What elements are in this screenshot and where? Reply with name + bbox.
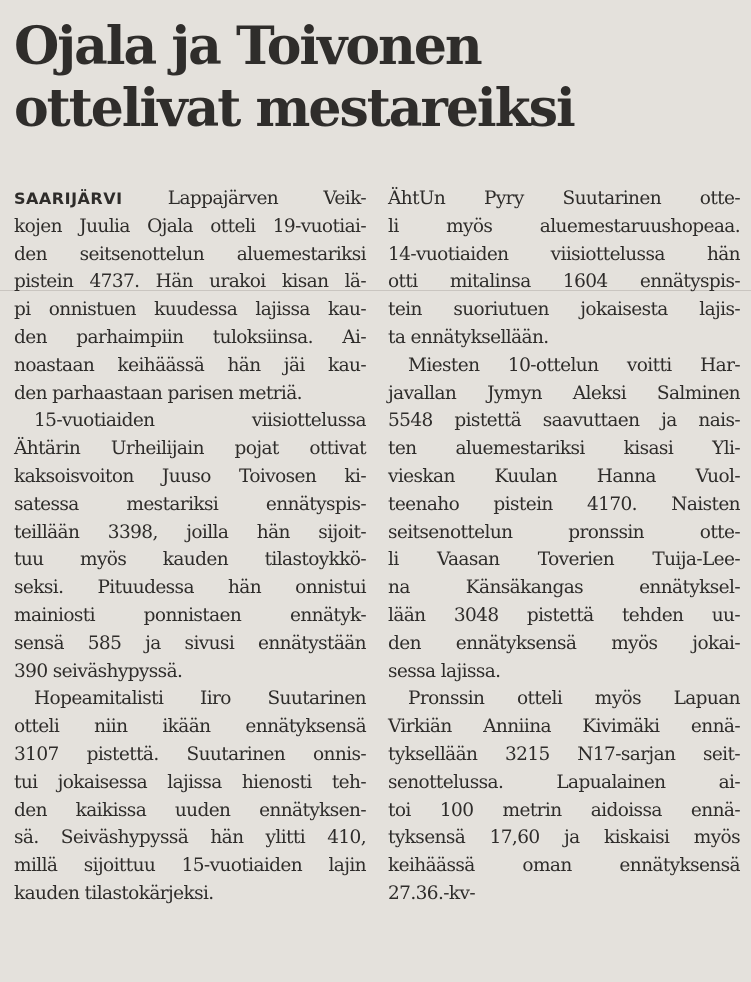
body-line: den kaikissa uuden ennätyksen- bbox=[14, 799, 366, 821]
body-line: Virkiän Anniina Kivimäki ennä- bbox=[388, 716, 740, 738]
body-line: 14-vuotiaiden viisiottelussa hän bbox=[388, 243, 740, 265]
body-line: pi onnistuen kuudessa lajissa kau- bbox=[14, 299, 366, 321]
body-line: li myös aluemestaruushopeaa. bbox=[388, 215, 740, 237]
body-line: 27.36.-kv- bbox=[388, 882, 476, 904]
body-line: 3107 pistettä. Suutarinen onnis- bbox=[14, 743, 366, 765]
body-line: kauden tilastokärjeksi. bbox=[14, 882, 214, 904]
body-line: otteli niin ikään ennätyksensä bbox=[14, 716, 366, 738]
body-line: den ennätyksensä myös jokai- bbox=[388, 632, 740, 654]
body-line: ta ennätyksellään. bbox=[388, 326, 549, 348]
body-line: Miesten 10-ottelun voitti Har- bbox=[408, 354, 740, 376]
body-line: seitsenottelun pronssin otte- bbox=[388, 521, 740, 543]
body-line: seksi. Pituudessa hän onnistui bbox=[14, 577, 366, 599]
dateline: SAARIJÄRVI bbox=[14, 189, 123, 208]
body-line: tyksensä 17,60 ja kiskaisi myös bbox=[388, 827, 740, 849]
body-line: mainiosti ponnistaen ennätyk- bbox=[14, 604, 366, 626]
headline-line: Ojala ja Toivonen bbox=[14, 16, 481, 77]
body-line: den parhaastaan parisen metriä. bbox=[14, 382, 302, 404]
body-line: satessa mestariksi ennätyspis- bbox=[14, 493, 366, 515]
headline bbox=[14, 16, 734, 140]
body-line: kojen Juulia Ojala otteli 19-vuotiai- bbox=[14, 215, 366, 237]
body-line: SAARIJÄRVI Lappajärven Veik- bbox=[14, 188, 366, 209]
body-line: pistein 4737. Hän urakoi kisan lä- bbox=[14, 271, 366, 293]
body-line: tui jokaisessa lajissa hienosti teh- bbox=[14, 771, 366, 793]
body-line: den parhaimpiin tuloksiinsa. Ai- bbox=[14, 326, 366, 348]
body-line: millä sijoittuu 15-vuotiaiden lajin bbox=[14, 855, 366, 877]
body-line: li Vaasan Toverien Tuija-Lee- bbox=[388, 549, 740, 571]
article-column-left bbox=[14, 185, 366, 908]
body-line: sessa lajissa. bbox=[388, 660, 501, 682]
body-line: sä. Seiväshypyssä hän ylitti 410, bbox=[14, 827, 366, 849]
body-line: tuu myös kauden tilastoykkö- bbox=[14, 549, 366, 571]
body-line: tyksellään 3215 N17-sarjan seit- bbox=[388, 743, 740, 765]
body-line: vieskan Kuulan Hanna Vuol- bbox=[388, 465, 740, 487]
body-line: 15-vuotiaiden viisiottelussa bbox=[34, 410, 366, 432]
body-line: Ähtärin Urheilijain pojat ottivat bbox=[14, 438, 366, 460]
body-line: sensä 585 ja sivusi ennätystään bbox=[14, 632, 366, 654]
body-line: otti mitalinsa 1604 ennätyspis- bbox=[388, 271, 740, 293]
article-column-right bbox=[388, 185, 740, 908]
body-line: tein suoriutuen jokaisesta lajis- bbox=[388, 299, 740, 321]
body-line: 390 seiväshypyssä. bbox=[14, 660, 183, 682]
body-line: ten aluemestariksi kisasi Yli- bbox=[388, 438, 740, 460]
body-line: javallan Jymyn Aleksi Salminen bbox=[388, 382, 740, 404]
body-line: keihäässä oman ennätyksensä bbox=[388, 855, 740, 877]
body-line: den seitsenottelun aluemestariksi bbox=[14, 243, 366, 265]
headline-line: ottelivat mestareiksi bbox=[14, 78, 574, 139]
body-line: lään 3048 pistettä tehden uu- bbox=[388, 604, 740, 626]
body-line: 5548 pistettä saavuttaen ja nais- bbox=[388, 410, 740, 432]
body-line: noastaan keihäässä hän jäi kau- bbox=[14, 354, 366, 376]
body-line: na Känsäkangas ennätyksel- bbox=[388, 577, 740, 599]
body-line: kaksoisvoiton Juuso Toivosen ki- bbox=[14, 465, 366, 487]
body-line: ÄhtUn Pyry Suutarinen otte- bbox=[388, 188, 740, 209]
body-line: teenaho pistein 4170. Naisten bbox=[388, 493, 740, 515]
body-line: senottelussa. Lapualainen ai- bbox=[388, 771, 740, 793]
body-line: Hopeamitalisti Iiro Suutarinen bbox=[34, 688, 366, 710]
body-line: teillään 3398, joilla hän sijoit- bbox=[14, 521, 366, 543]
body-line: Pronssin otteli myös Lapuan bbox=[408, 688, 740, 710]
body-line: toi 100 metrin aidoissa ennä- bbox=[388, 799, 740, 821]
